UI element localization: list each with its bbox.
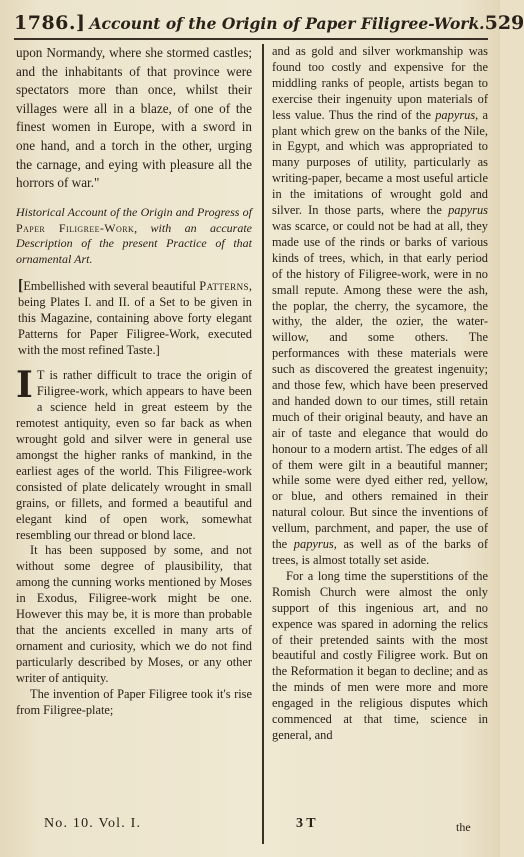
intro-paragraph: upon Normandy, where she stormed castles; and the inhabitants of that province were spectators more than once, whilst their villages were all in a blaze, of one of the finest women in Europe, with a sword in one hand, and a torch in the other, urging the carnage, and eying with pleasure all the horrors of war." — [16, 45, 252, 191]
right-p1-part-a: and as gold and silver workmanship was found too costly and expensive for the middling ranks of people, artists began to exercise their ingenuity upon materials of less value. Thus the rind of the — [272, 44, 488, 122]
header-title: Account of the Origin of Paper Filigree-Work. — [89, 13, 485, 33]
catchword: the — [456, 820, 471, 834]
right-column — [272, 44, 488, 744]
section-title-part2: , with an accurate Description of the present Practice of that ornamental Art. — [16, 220, 252, 267]
body-paragraph-3: The invention of Paper Filigree took it's rise from Filigree-plate; — [16, 686, 252, 717]
running-header — [14, 8, 524, 38]
column-divider — [262, 44, 264, 844]
volume-footer: No. 10. Vol. I. — [44, 816, 142, 831]
body-paragraph-1-text: T is rather difficult to trace the origin of Filigree-work, which appears to have been a science held in great esteem by the remotest antiquity, even so far back as when wrought gold and silver were in general use amongst the higher ranks of mankind, in the earliest ages of the world. This Filigree-work consisted of plate delicately wrought in small grains, or fillets, and formed a beautiful and elegant kind of open work, somewhat resembling our thread or blond lace. — [16, 368, 252, 542]
embellished-part1: Embellished with several beautiful — [23, 278, 197, 293]
left-column — [16, 44, 252, 718]
section-title-part1: Historical Account of the Origin and Progress of — [16, 204, 252, 219]
section-title — [16, 205, 252, 268]
right-p1-part-b: , a plant which grew on the banks of the Nile, in Egypt, and which was appropriated to many purposes of utility, particularly as writing-paper, became a most useful article in the imitations of wrought gold and silver. In those parts, where the — [272, 107, 488, 218]
drop-cap: I — [16, 364, 33, 407]
right-paragraph-2: For a long time the superstitions of the Romish Church were almost the only support of this ingenious art, and no expence was spared in adorning the relics of their pretended saints with the most beautiful and costly Filigree work. But on the Reformation it began to decline; and as the minds of men were more and more engaged in the religious disputes which commenced at that time, science in general, and — [272, 568, 488, 742]
italic-papyrus: papyrus — [435, 107, 476, 122]
embellished-smallcaps: Patterns — [199, 278, 249, 293]
signature-mark: 3 T — [296, 816, 316, 831]
header-rule — [14, 38, 488, 40]
embellishment-note — [16, 278, 252, 359]
embellished-part2: , being Plates I. and II. of a Set to be given in this Magazine, containing above forty elegant Patterns for Paper Filigree-Work, executed with the most refined Taste.] — [18, 278, 252, 357]
section-title-smallcaps: Paper Filigree-Work — [16, 220, 135, 235]
body-paragraph-2: It has been supposed by some, and not without some degree of plausibility, that among the cunning works mentioned by Moses in Exodus, Filigree-work might be one. However this may be, it is more than probable that the ancients excelled in many arts of ornament and curiosity, which we do not find particularly described by Moses, or any other writer of antiquity. — [16, 543, 252, 685]
open-bracket-glyph: [ — [18, 276, 24, 294]
right-paragraph-1 — [272, 44, 488, 569]
italic-papyrus: papyrus — [293, 537, 334, 552]
body-paragraph-1 — [16, 364, 252, 543]
page-number: 529 — [484, 12, 524, 34]
right-p1-part-d: , as well as of the barks of trees, is almost totally set aside. — [272, 537, 488, 567]
italic-papyrus: papyrus — [448, 203, 488, 218]
header-year: 1786.] — [14, 12, 86, 34]
right-p1-part-c: was scarce, or could not be had at all, they made use of the rinds or barks of various kinds of trees, which, in that early period of the history of Filigree-work, were in no small repute. Among these were the ash, the poplar, the cherry, the sycamore, the withy, the alder, the ozier, the water-willow, and some others. The performances with these materials were such as discovered the greatest ingenuity; and those few, which have been preserved and handed down to our times, still retain much of their original beauty, and have an air of taste and elegance that would do honour to a modern artist. The edges of all of them were gilt in a beautiful manner; while some were dyed either red, yellow, or blue, and others remained in their natural colour. But since the inventions of vellum, parchment, and paper, the use of the — [272, 218, 488, 552]
